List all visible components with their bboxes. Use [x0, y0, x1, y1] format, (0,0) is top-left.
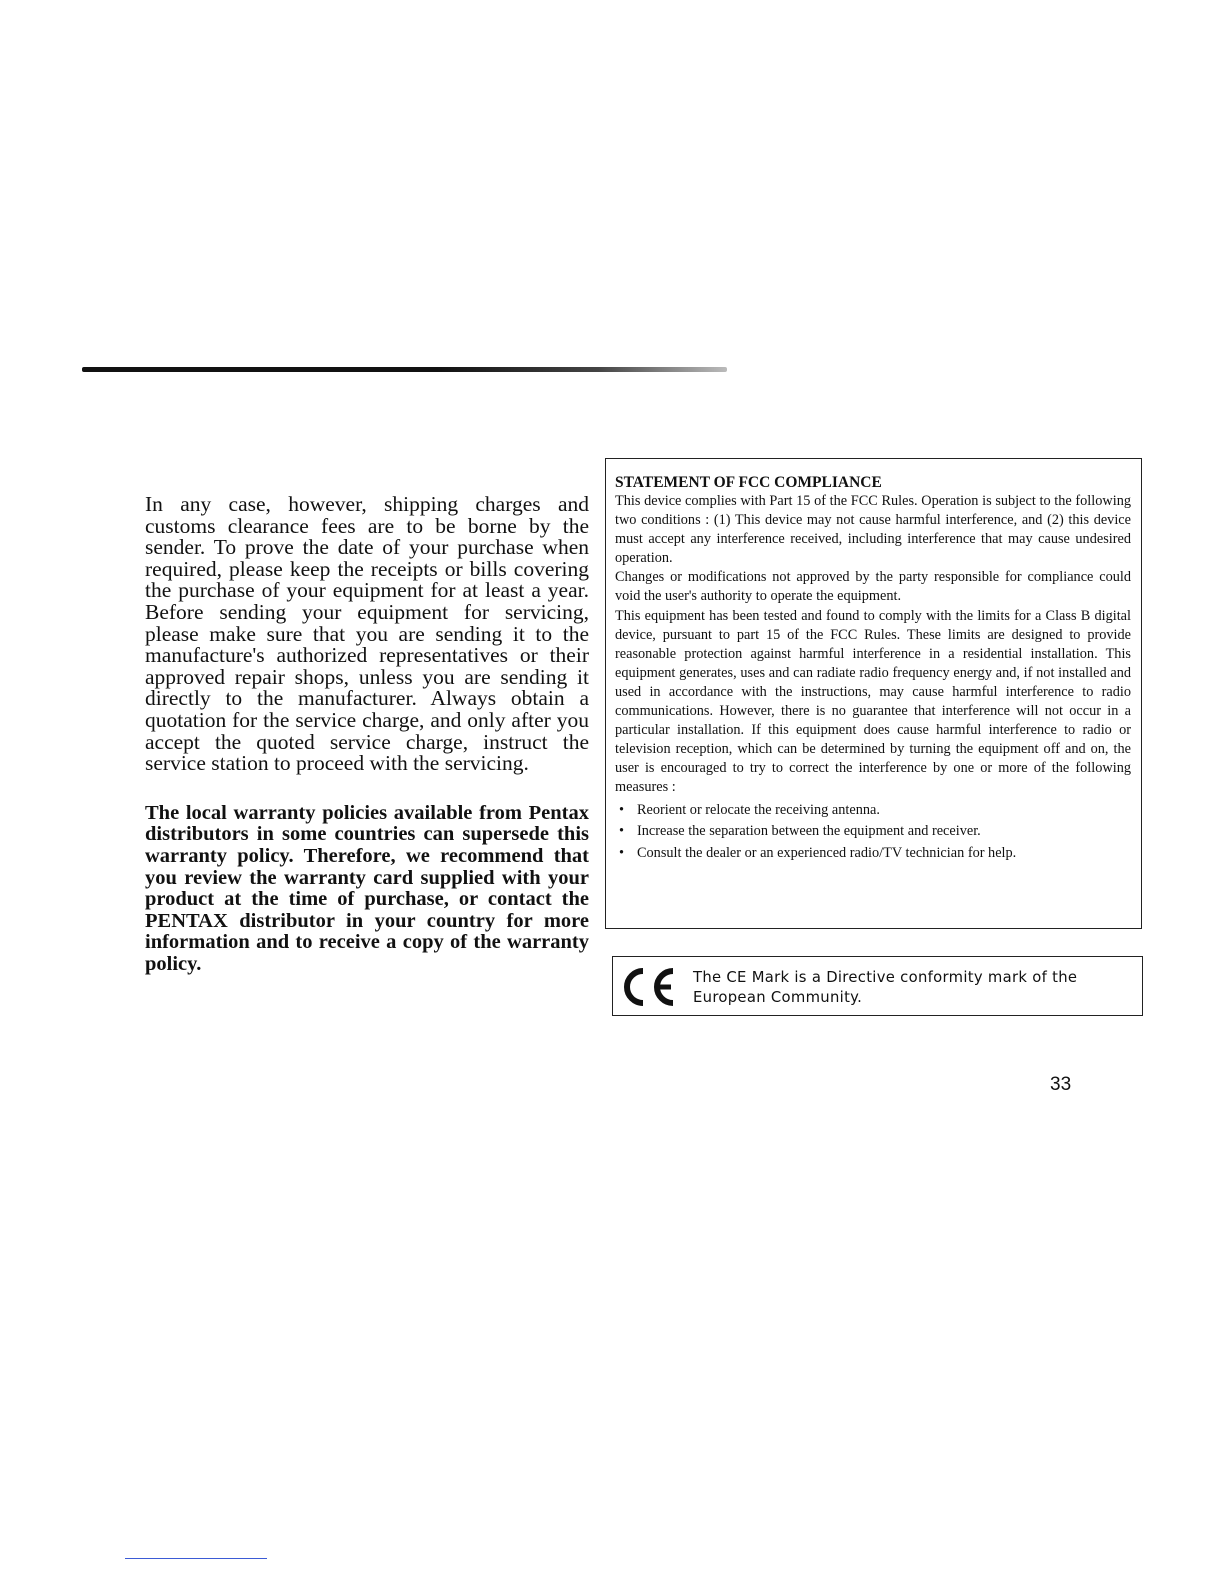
page-number: 33 — [1050, 1074, 1072, 1095]
ce-text-line-1: The CE Mark is a Directive conformity mark of the — [693, 969, 1078, 986]
list-item-text: Consult the dealer or an experienced radio/TV technician for help. — [637, 844, 1017, 861]
ce-mark-icon — [621, 965, 683, 1009]
list-item — [615, 821, 1131, 843]
shipping-charges-paragraph: In any case, however, shipping charges and customs clearance fees are to be borne by the sender. To prove the date of your purchase when required, please keep the receipts or bills covering the purchase of your equipment for at least a year. Before sending your equipment for servicing, please make sure that you are sending it to the manufacture's authorized representatives or their approved repair shops, unless you are sending it directly to the manufacturer. Always obtain a quotation for the service charge, and only after you accept the quoted service charge, instruct the service station to proceed with the servicing. — [145, 492, 589, 776]
fcc-modifications-paragraph: Changes or modifications not approved by the party responsible for compliance could void the user's authority to operate the equipment. — [615, 569, 1131, 605]
bottom-horizontal-rule — [125, 1558, 267, 1559]
bullet-icon: • — [619, 844, 625, 861]
fcc-compliance-box — [605, 458, 1142, 929]
fcc-conditions-paragraph: This device complies with Part 15 of the FCC Rules. Operation is subject to the following two conditions : (1) This device may not cause harmful interference, and (2) this device must accept any interference received, including interference that may cause undesired operation. — [615, 493, 1131, 567]
list-item — [615, 800, 1131, 822]
top-horizontal-rule — [82, 367, 727, 372]
fcc-heading: STATEMENT OF FCC COMPLIANCE — [615, 474, 882, 491]
ce-mark-box — [612, 956, 1143, 1016]
list-item-text: Increase the separation between the equipment and receiver. — [637, 823, 981, 839]
list-item — [615, 843, 1131, 865]
ce-mark-description — [693, 968, 1133, 1007]
fcc-measures-list — [615, 800, 1131, 865]
warranty-text-column — [145, 494, 589, 975]
local-warranty-paragraph: The local warranty policies available from Pentax distributors in some countries can supersede this warranty policy. Therefore, we recommend that you review the warranty card supplied with your product at the time of purchase, or contact the PENTAX distributor in your country for more information and to receive a copy of the warranty policy. — [145, 801, 589, 975]
list-item-text: Reorient or relocate the receiving antenna. — [637, 801, 880, 818]
fcc-class-b-paragraph: This equipment has been tested and found to comply with the limits for a Class B digital device, pursuant to part 15 of the FCC Rules. These limits are designed to provide reasonable protection against harmful interference in a residential installation. This equipment generates, uses and can radiate radio frequency energy and, if not installed and used in accordance with the instructions, may cause harmful interference to radio communications. However, there is no guarantee that interference will not occur in a particular installation. If this equipment does cause harmful interference to radio or television reception, which can be determined by turning the equipment off and on, the user is encouraged to try to correct the interference by one or more of the following measures : — [615, 607, 1131, 796]
bullet-icon: • — [619, 801, 625, 818]
ce-text-line-2: European Community. — [693, 988, 863, 1006]
bullet-icon: • — [619, 823, 625, 839]
